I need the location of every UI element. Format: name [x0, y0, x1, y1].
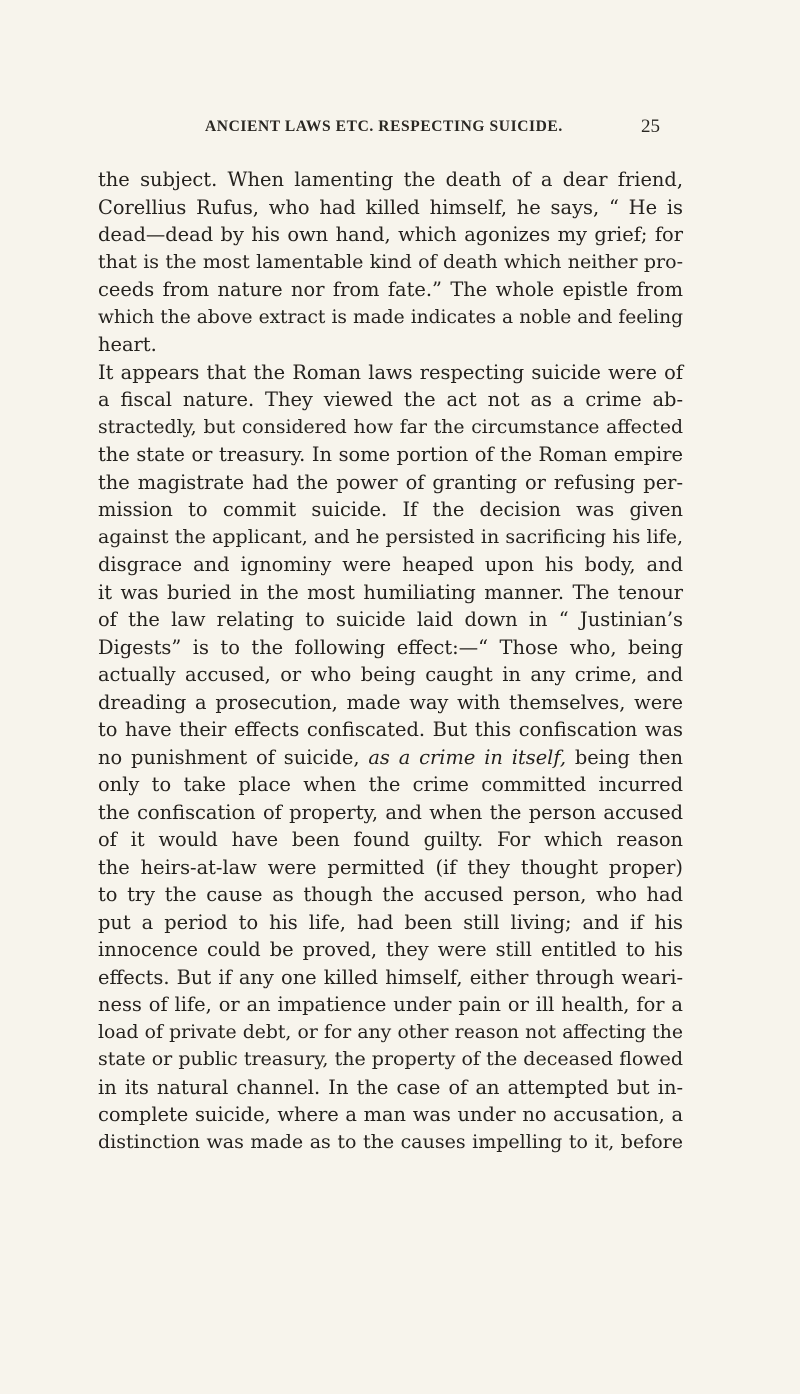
text-line: ceeds from nature nor from fate.” The whole epistle from [98, 278, 683, 301]
text-line: of the law relating to suicide laid down in “ Justinian’s [98, 608, 683, 631]
text-line: ness of life, or an impatience under pain or ill health, for a [98, 993, 683, 1016]
body-text [98, 166, 683, 1156]
text-line: in its natural channel. In the case of an attempted but in- [98, 1075, 683, 1099]
text-line: complete suicide, where a man was under no accusation, a [98, 1103, 683, 1126]
text-line: It appears that the Roman laws respecting suicide were of [98, 360, 683, 384]
text-line: against the applicant, and he persisted in sacrificing his life, [98, 525, 683, 548]
text-line: dead—dead by his own hand, which agonizes my grief; for [98, 223, 683, 246]
text-line: it was buried in the most humiliating manner. The tenour [98, 580, 683, 604]
text-line: the magistrate had the power of granting or refusing per- [98, 470, 683, 494]
text-line: of it would have been found guilty. For which reason [98, 828, 683, 851]
text-line: actually accused, or who being caught in any crime, and [98, 663, 683, 686]
text-line: disgrace and ignominy were heaped upon his body, and [98, 553, 683, 576]
text-line: state or public treasury, the property of the deceased flowed [98, 1048, 683, 1070]
text-line: which the above extract is made indicates a noble and feeling [98, 306, 683, 328]
text-line: Corellius Rufus, who had killed himself, he says, “ He is [98, 195, 683, 219]
running-head: ANCIENT LAWS ETC. RESPECTING SUICIDE. [205, 118, 563, 135]
text-line: that is the most lamentable kind of death which neither pro- [98, 250, 683, 273]
page-number: 25 [641, 116, 660, 137]
text-line: load of private debt, or for any other reason not affecting the [98, 1021, 683, 1043]
text-line: innocence could be proved, they were still entitled to his [98, 938, 683, 961]
text-line: only to take place when the crime committed incurred [98, 773, 683, 796]
text-line: put a period to his life, had been still living; and if his [98, 910, 683, 934]
text-line: mission to commit suicide. If the decision was given [98, 498, 683, 521]
text-line: to have their effects confiscated. But this confiscation was [98, 718, 683, 741]
text-line: Digests” is to the following effect:—“ Those who, being [98, 635, 683, 659]
text-line: effects. But if any one killed himself, either through weari- [98, 965, 683, 989]
text-line: distinction was made as to the causes impelling to it, before [98, 1130, 683, 1153]
text-line: stractedly, but considered how far the circumstance affected [98, 416, 683, 438]
text-line: a fiscal nature. They viewed the act not as a crime ab- [98, 388, 683, 411]
text-line: no punishment of suicide, as a crime in itself, being then [98, 745, 683, 769]
text-line: heart. [98, 333, 157, 356]
text-line: to try the cause as though the accused person, who had [98, 883, 683, 906]
text-line: the state or treasury. In some portion of the Roman empire [98, 443, 683, 466]
text-line: the confiscation of property, and when the person accused [98, 800, 683, 824]
text-line: the subject. When lamenting the death of a dear friend, [98, 168, 683, 191]
text-line: the heirs-at-law were permitted (if they thought proper) [98, 855, 683, 879]
text-line: dreading a prosecution, made way with themselves, were [98, 690, 683, 714]
